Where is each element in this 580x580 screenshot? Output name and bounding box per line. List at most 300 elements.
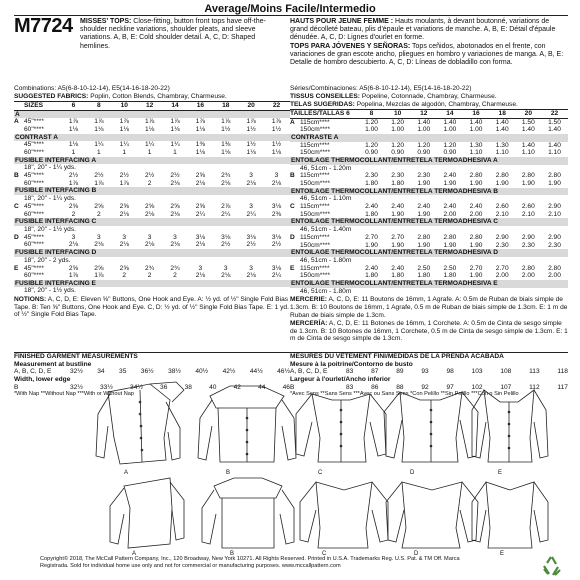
yardage-value: 1.80 — [365, 210, 378, 218]
yardage-value: 2.80 — [443, 233, 457, 241]
yardage-value: 1.30 — [495, 141, 509, 149]
yardage-section-label: FUSIBLE INTERFACING B — [14, 187, 290, 195]
yardage-value: 1.20 — [391, 141, 405, 149]
yardage-value: 2½ — [170, 172, 180, 180]
yardage-value: 1⅞ — [271, 118, 282, 126]
copyright-footer — [40, 556, 530, 570]
interfacing-note: 46, 51cm - 1.10m — [300, 195, 352, 203]
fabric-width: 115cm**** — [300, 233, 330, 241]
yardage-value: 3 — [147, 233, 152, 241]
yardage-value: 2½ — [221, 241, 231, 249]
notions-text-es: A, C, D, E: 11 Botones de 16mm, 1 Corchete. A: 0.5m de Cinta de sesgo simple de 1.3cm. B: 10 Botones de 16mm, 1 Corchete, 0.5 m de Cinta de sesgo simple de 1.3cm. E: 1 m de Cinta de sesgo simple de 1.3cm. — [290, 320, 568, 343]
fabric-width: 45"**** — [24, 141, 44, 149]
yardage-table-en — [14, 111, 290, 296]
yardage-value: 1.20 — [417, 141, 431, 149]
measurement-value: 36 — [160, 383, 168, 391]
view-a-back-drawing — [110, 478, 184, 548]
yardage-section-label: ENTOILAGE THERMOCOLLANT/ENTRETELA TERMOADHESIVA C — [290, 218, 568, 226]
recycle-icon — [540, 554, 564, 578]
view-b-back-drawing — [202, 478, 294, 548]
view-label: C — [318, 470, 323, 476]
view-letter: E — [290, 264, 295, 272]
yardage-row — [14, 265, 290, 273]
view-letter: C — [290, 203, 295, 211]
measurement-value: 118 — [557, 368, 568, 376]
yardage-value: 1.40 — [521, 126, 535, 134]
measurement-value: 108 — [500, 368, 512, 376]
fabric-width: 115cm**** — [300, 203, 330, 211]
fabric-width: 115cm**** — [300, 141, 330, 149]
yardage-value: 2.70 — [495, 264, 509, 272]
yardage-value: 1⅞ — [145, 118, 155, 126]
yardage-section-label: CONTRASTE A — [290, 134, 568, 142]
yardage-value: 2.10 — [521, 210, 535, 218]
size-heading: 18 — [498, 110, 506, 117]
description-fr-text: Hauts moulants, à devant boutonné, variations de grand décolleté bateau, plis d'épaule et variations de manche. A, B, E: Détail d'épaule dénudée. A, C, D: Lignes d'ourlet en forme. — [290, 18, 556, 42]
fabric-width: 150cm**** — [300, 149, 331, 157]
view-letter: D — [290, 233, 295, 241]
sizes-header-en — [14, 101, 290, 111]
fabric-width: 45"**** — [24, 118, 44, 126]
fabric-width: 60"**** — [24, 272, 44, 280]
view-letter — [14, 149, 24, 157]
yardage-value: 1¼ — [145, 141, 155, 149]
yardage-value: 1.10 — [469, 149, 483, 157]
view-b-front-drawing — [198, 383, 296, 462]
yardage-value: 1.80 — [417, 272, 431, 280]
yardage-value: 1.20 — [365, 118, 378, 126]
yardage-value: 2.00 — [443, 210, 457, 218]
fabric-width: 45"**** — [24, 172, 44, 180]
size-heading: 12 — [145, 102, 154, 109]
fabrics-fr: Popeline, Cotonnade, Chambray, Charmeuse. — [361, 93, 497, 100]
measurement-value: 38 — [184, 383, 192, 391]
view-letter: E — [14, 264, 19, 272]
finished-title-fr: MESURES DU VÊTEMENT FINI/MEDIDAS DE LA PRENDA ACABADA — [290, 352, 568, 361]
notions-label-en: NOTIONS: — [14, 296, 47, 304]
yardage-value: 1.40 — [469, 118, 483, 126]
yardage-value: 2.50 — [443, 264, 457, 272]
yardage-value: 1 — [97, 148, 101, 156]
measurement-value: 44 — [258, 383, 266, 391]
yardage-value: 2⅝ — [68, 264, 79, 272]
yardage-value: 1.10 — [548, 149, 561, 157]
view-letter: C — [14, 202, 19, 210]
interfacing-note: 46, 51cm - 1.40m — [300, 226, 352, 234]
yardage-row — [14, 118, 290, 126]
view-letter — [14, 141, 24, 149]
yardage-value: 3⅛ — [271, 202, 282, 210]
view-label: C — [322, 551, 327, 556]
fabrics-en: Poplin, Cotton Blends, Chambray, Charmeuse. — [90, 93, 227, 100]
view-letter — [14, 241, 24, 249]
yardage-value: 2⅛ — [195, 241, 205, 249]
description-es-lead: TOPS PARA JÓVENES Y SEÑORAS: — [290, 42, 411, 50]
yardage-row — [14, 126, 290, 134]
view-letter: A — [14, 118, 19, 126]
yardage-right-column — [290, 85, 568, 343]
size-heading: 22 — [272, 102, 281, 109]
description-es-text: Tops ceñidos, abotonados en el frente, con variaciones de gran escote ancho, pliegues en hombro y variaciones de manga. A, B, E: Detalle de hombro descubierto. A, C, D: Líneas de dobladillo con forma. — [290, 42, 564, 67]
yardage-value: 2.30 — [417, 172, 431, 180]
yardage-value: 2.40 — [391, 203, 405, 211]
yardage-value: 1¼ — [94, 141, 104, 149]
yardage-value: 1⅞ — [170, 118, 180, 126]
yardage-value: 3⅛ — [271, 264, 282, 272]
legal-text: Registrada. Sold for individual home use only and not for commercial or manufacturing purposes. www.mccallpattern.com — [40, 562, 341, 569]
yardage-value: 2½ — [119, 172, 129, 180]
yardage-section-label: FUSIBLE INTERFACING E — [14, 280, 290, 288]
yardage-value: 1.90 — [469, 241, 483, 249]
yardage-value: 2.60 — [521, 203, 535, 211]
fabric-width: 60"**** — [24, 241, 44, 249]
yardage-value: 1.40 — [443, 118, 457, 126]
yardage-value: 2.10 — [495, 210, 509, 218]
yardage-value: 2.00 — [548, 272, 561, 280]
yardage-value: 2¼ — [271, 272, 282, 280]
size-heading: 14 — [446, 110, 454, 117]
view-letter — [290, 211, 300, 219]
difficulty-label: Average/Moins Facile/Intermedio — [204, 3, 376, 15]
yardage-value: 1 — [147, 148, 152, 156]
yardage-row — [14, 141, 290, 149]
yardage-value: 1⅛ — [195, 148, 205, 156]
yardage-value: 3⅛ — [271, 233, 282, 241]
fabric-width: 45"**** — [24, 202, 44, 210]
measurement-value: 32½ — [70, 383, 83, 391]
yardage-value: 1.40 — [548, 141, 561, 149]
yardage-value: 1⅞ — [94, 272, 104, 280]
yardage-value: 3 — [122, 233, 127, 241]
yardage-value: 2.80 — [495, 172, 509, 180]
view-label: E — [500, 551, 505, 556]
measurement-value: 107 — [500, 383, 512, 391]
yardage-section-label: ENTOILAGE THERMOCOLLANT/ENTRETELA TERMOADHESIVA B — [290, 188, 568, 196]
description-fr-lead: HAUTS POUR JEUNE FEMME : — [290, 18, 394, 25]
yardage-value: 2¼ — [221, 210, 231, 218]
measurement-value: 40 — [209, 383, 217, 391]
yardage-value: 2⅛ — [271, 179, 282, 187]
yardage-value: 2⅛ — [246, 179, 256, 187]
yardage-value: 2.40 — [365, 203, 378, 211]
yardage-value: 0.90 — [443, 149, 457, 157]
yardage-value: 3⅛ — [246, 233, 256, 241]
yardage-value: 1 — [71, 148, 76, 156]
yardage-value: 1⅞ — [119, 179, 129, 187]
yardage-value: 1.90 — [443, 179, 457, 187]
measurement-value: 112 — [529, 383, 540, 391]
yardage-value: 1½ — [271, 141, 282, 149]
interfacing-note: 18", 20" - 1½ yds. — [24, 225, 76, 233]
interfacing-note: 18", 20" - 2 yds. — [24, 256, 71, 264]
yardage-value: 2.10 — [548, 210, 561, 218]
yardage-value: 2 — [147, 272, 152, 280]
nap-footnote-fr: *Avec Sens **Sans Sens ***Avec ou Sans Sens *Con Pelillo **Sin Pelillo ***Con o Sin Pelillo — [290, 391, 519, 398]
yardage-value: 2⅛ — [195, 272, 205, 280]
description-en-lead: MISSES' TOPS: — [80, 18, 132, 25]
view-letter — [290, 180, 300, 188]
fabrics-label-fr: TISSUS CONSEILLÉS: — [290, 93, 360, 100]
description-fr — [290, 18, 568, 67]
yardage-value: 2.30 — [548, 241, 561, 249]
yardage-value: 3 — [97, 233, 101, 241]
yardage-value: 1.00 — [417, 126, 431, 134]
measurement-value: 46½ — [277, 368, 290, 376]
interfacing-note: 46, 51cm - 1.80m — [300, 287, 352, 295]
fabric-width: 115cm**** — [300, 172, 330, 180]
measurement-value: 97 — [446, 383, 454, 391]
yardage-value: 2⅛ — [195, 179, 205, 187]
view-label: D — [410, 470, 415, 476]
view-letter — [14, 180, 24, 188]
yardage-section-label: FUSIBLE INTERFACING D — [14, 249, 290, 257]
yardage-section-label: FUSIBLE INTERFACING C — [14, 218, 290, 226]
yardage-value: 3 — [249, 264, 253, 272]
yardage-value: 2.40 — [443, 203, 457, 211]
yardage-value: 1⅞ — [68, 272, 79, 280]
yardage-value: 2⅝ — [68, 202, 79, 210]
yardage-value: 2 — [147, 179, 152, 187]
yardage-row — [14, 180, 290, 188]
yardage-value: 2⅝ — [145, 202, 155, 210]
yardage-value: 0.90 — [417, 149, 431, 157]
sizes-label-fr: TAILLES/TALLAS 6 — [290, 110, 350, 117]
yardage-value: 2⅝ — [119, 264, 129, 272]
pattern-number: M7724 — [14, 15, 73, 37]
yardage-value: 1.50 — [548, 118, 561, 126]
yardage-value: 2⅛ — [145, 210, 155, 218]
measurement-value: 33½ — [100, 383, 113, 391]
notions-label-es: MERCERÍA: — [290, 320, 328, 328]
yardage-value: 1⅛ — [271, 148, 282, 156]
yardage-value: 2.90 — [495, 233, 509, 241]
yardage-value: 1⅜ — [195, 141, 205, 149]
yardage-value: 1.40 — [417, 118, 431, 126]
bust-row-en: A, B, C, D, E 32½ 34 35 36½ 38½ 40½ 42½ 44½ 46½ — [14, 368, 290, 376]
measurement-value: 40½ — [195, 368, 209, 376]
yardage-value: 2⅞ — [221, 202, 231, 210]
yardage-value: 1.90 — [391, 241, 405, 249]
yardage-value: 2½ — [246, 241, 256, 249]
yardage-value: 1½ — [246, 125, 256, 133]
view-letter: A — [290, 118, 295, 126]
yardage-value: 2⅛ — [170, 210, 180, 218]
yardage-value: 1⅞ — [246, 118, 256, 126]
notions-text-en: A, C, D, E: Eleven ⅝" Buttons, One Hook and Eye. A: ½ yd. of ½" Single Fold Bias Tape. B: Ten ⅝" Buttons, One Hook and Eye. C, D: ½ yd. of ½" Single Fold Bias Tape. E: 1 yd. of ½" Single Fold Bias Tape. — [14, 296, 289, 319]
yardage-value: 1.90 — [521, 179, 535, 187]
fabrics-label-es: TELAS SUGERIDAS: — [290, 101, 355, 108]
yardage-row — [14, 211, 290, 219]
yardage-row — [290, 142, 568, 150]
measurement-value: 102 — [471, 383, 483, 391]
interfacing-note: 18", 20" - 1¼ yds. — [24, 164, 76, 172]
yardage-value: 2.60 — [495, 203, 509, 211]
yardage-value: 1.90 — [469, 272, 483, 280]
size-heading: 16 — [196, 102, 205, 109]
fabric-width: 150cm**** — [300, 241, 331, 249]
yardage-value: 2.80 — [548, 264, 561, 272]
yardage-value: 1⅞ — [119, 118, 129, 126]
measurement-value: 83 — [346, 383, 354, 391]
fabric-width: 115cm**** — [300, 118, 330, 126]
fabric-width: 45"**** — [24, 264, 44, 272]
measurement-value: 32½ — [70, 368, 83, 376]
size-heading: 6 — [71, 102, 76, 109]
notions-label-fr: MERCERIE: — [290, 296, 327, 304]
yardage-value: 1.90 — [548, 179, 561, 187]
yardage-value: 1.00 — [391, 126, 405, 134]
view-label: A — [124, 470, 129, 476]
yardage-value: 2¼ — [195, 210, 205, 218]
view-c-back-drawing — [300, 482, 388, 548]
fabric-width: 150cm**** — [300, 210, 331, 218]
measurement-value: 38½ — [168, 368, 181, 376]
size-heading: 8 — [369, 110, 374, 117]
yardage-value: 3⅛ — [195, 233, 205, 241]
yardage-value: 1⅞ — [195, 118, 205, 126]
yardage-row — [290, 234, 568, 242]
yardage-row — [290, 242, 568, 250]
yardage-value: 1⅞ — [221, 118, 231, 126]
yardage-value: 1⅞ — [94, 179, 104, 187]
fabric-width: 60"**** — [24, 148, 44, 156]
yardage-value: 1.20 — [365, 141, 378, 149]
measurement-value: 87 — [371, 368, 379, 376]
yardage-value: 2.80 — [469, 233, 483, 241]
yardage-value: 2¾ — [170, 264, 180, 272]
view-c-front-drawing — [296, 394, 386, 462]
view-label: B — [226, 470, 231, 476]
hem-label-fr: Largeur à l'ourlet/Ancho inferior — [290, 375, 391, 383]
interfacing-note: 46, 51cm - 1.80m — [300, 256, 352, 264]
yardage-value: 1.80 — [443, 272, 457, 280]
view-label: E — [498, 470, 503, 476]
measurement-value: 34 — [97, 368, 105, 376]
measurement-value: 113 — [529, 368, 540, 376]
yardage-value: 1.40 — [495, 126, 509, 134]
yardage-value: 3⅛ — [221, 233, 231, 241]
yardage-row — [290, 180, 568, 188]
view-label: B — [230, 551, 235, 556]
fabric-width: 150cm**** — [300, 272, 331, 280]
yardage-value: 1.40 — [521, 141, 535, 149]
yardage-value: 2½ — [271, 241, 282, 249]
measurement-value: 89 — [396, 368, 404, 376]
measurement-value: 92 — [421, 383, 429, 391]
yardage-value: 2.00 — [495, 272, 509, 280]
yardage-value: 1⅞ — [94, 118, 104, 126]
size-heading: 18 — [222, 102, 230, 109]
yardage-value: 1⅞ — [68, 179, 79, 187]
yardage-value: 2⅝ — [195, 172, 205, 180]
fabrics-es: Popelina, Mezclas de algodón, Chambray, Charmeuse. — [356, 101, 518, 108]
yardage-value: 1.40 — [548, 126, 561, 134]
measurement-value: 46 — [282, 383, 290, 391]
yardage-value: 1⅛ — [246, 148, 256, 156]
yardage-value: 1⅞ — [68, 118, 79, 126]
yardage-value: 2.40 — [443, 172, 457, 180]
measurement-value: 103 — [471, 368, 483, 376]
yardage-value: 1.20 — [443, 141, 457, 149]
bust-label-en: Measurement at bustline — [14, 360, 92, 368]
measurement-value: 34½ — [130, 383, 143, 391]
measurement-value: 86 — [371, 383, 379, 391]
yardage-value: 1.90 — [443, 241, 457, 249]
yardage-section-label: ENTOILAGE THERMOCOLLANT/ENTRETELA TERMOADHESIVA A — [290, 157, 568, 165]
size-heading: 8 — [97, 102, 101, 109]
measurement-value: 88 — [396, 383, 404, 391]
size-heading: 14 — [171, 102, 179, 109]
yardage-value: 2.40 — [365, 264, 378, 272]
yardage-value: 1¼ — [119, 141, 129, 149]
view-letter — [290, 142, 300, 150]
yardage-value: 2½ — [94, 172, 104, 180]
yardage-value: 1⅛ — [221, 148, 231, 156]
yardage-value: 2⅝ — [94, 202, 104, 210]
combinations-en: Combinations: A5(6-8-10-12-14), E5(14-16-18-20-22) — [14, 85, 170, 92]
description-en — [80, 18, 280, 51]
yardage-value: 1⅛ — [145, 125, 155, 133]
yardage-table-fr — [290, 119, 568, 296]
yardage-row — [290, 126, 568, 134]
yardage-value: 1.20 — [391, 118, 405, 126]
yardage-value: 2.90 — [548, 203, 561, 211]
yardage-value: 2.90 — [521, 233, 535, 241]
yardage-value: 1⅛ — [195, 125, 205, 133]
yardage-value: 2 — [122, 272, 127, 280]
view-label: A — [132, 551, 137, 556]
yardage-value: 1.80 — [391, 272, 405, 280]
view-d-front-drawing — [384, 392, 478, 462]
yardage-value: 2.30 — [391, 172, 405, 180]
yardage-left-column — [14, 85, 290, 319]
yardage-value: 1.80 — [365, 272, 378, 280]
yardage-value: 2½ — [145, 172, 155, 180]
fabric-width: 150cm**** — [300, 126, 331, 134]
yardage-value: 2⅛ — [170, 179, 180, 187]
yardage-row — [14, 149, 290, 157]
yardage-value: 1⅛ — [170, 125, 180, 133]
view-letter — [14, 126, 24, 134]
view-d-back-drawing — [386, 482, 478, 548]
yardage-value: 2.80 — [417, 233, 431, 241]
size-heading: 12 — [420, 110, 428, 117]
yardage-value: 2⅜ — [271, 210, 282, 218]
size-heading: 10 — [393, 110, 402, 117]
size-heading: 22 — [550, 110, 559, 117]
yardage-value: 1⅜ — [221, 141, 231, 149]
yardage-row — [290, 119, 568, 127]
view-a-front-drawing — [96, 382, 184, 464]
yardage-value: 2⅛ — [170, 241, 180, 249]
yardage-value: 2.40 — [417, 203, 431, 211]
yardage-value: 2¼ — [246, 210, 256, 218]
yardage-value: 2.30 — [521, 241, 535, 249]
view-letter — [14, 211, 24, 219]
yardage-value: 2.80 — [548, 172, 561, 180]
yardage-section-label: A — [14, 111, 290, 119]
yardage-section-label: ENTOILAGE THERMOCOLLANT/ENTRETELA TERMOADHESIVA D — [290, 249, 568, 257]
fabrics-label-en: SUGGESTED FABRICS: — [14, 93, 89, 100]
finished-title-en: FINISHED GARMENT MEASUREMENTS — [14, 352, 290, 361]
yardage-value: 2¾ — [145, 264, 155, 272]
yardage-row — [290, 149, 568, 157]
yardage-section-label: ENTOILAGE THERMOCOLLANT/ENTRETELA TERMOADHESIVA E — [290, 280, 568, 288]
yardage-value: 1.90 — [469, 179, 483, 187]
yardage-value: 2.80 — [469, 172, 483, 180]
yardage-value: 3 — [71, 233, 76, 241]
garment-line-drawings — [0, 375, 580, 556]
